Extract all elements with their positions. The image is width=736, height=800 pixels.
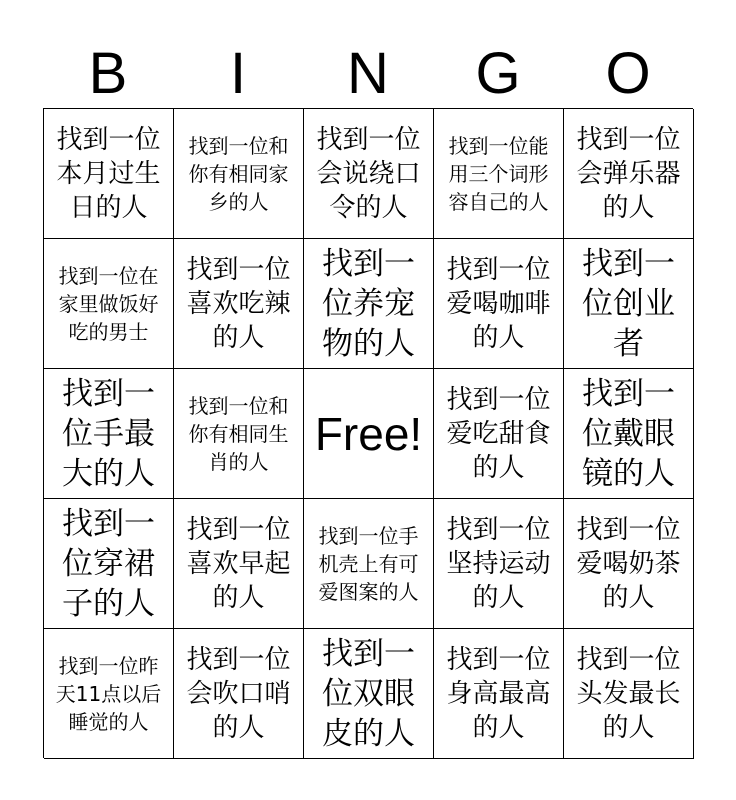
cell-text: 找到一位和你有相同生肖的人 xyxy=(188,393,289,474)
bingo-cell-r2-c2[interactable] xyxy=(174,239,304,369)
cell-text: 找到一位爱吃甜食的人 xyxy=(446,384,551,483)
bingo-cell-r2-c5[interactable] xyxy=(564,239,694,369)
cell-text: 找到一位坚持运动的人 xyxy=(446,514,551,613)
bingo-header xyxy=(43,40,693,108)
bingo-cell-r3-c2[interactable] xyxy=(174,369,304,499)
header-letter-b: B xyxy=(88,41,128,106)
bingo-cell-r5-c4[interactable] xyxy=(434,629,564,759)
bingo-cell-r1-c3[interactable] xyxy=(304,109,434,239)
cell-text: 找到一位爱喝奶茶的人 xyxy=(576,514,681,613)
bingo-cell-r3-c1[interactable] xyxy=(44,369,174,499)
bingo-cell-r5-c3[interactable] xyxy=(304,629,434,759)
cell-text: 找到一位会弹乐器的人 xyxy=(576,124,681,223)
bingo-cell-r4-c5[interactable] xyxy=(564,499,694,629)
cell-text: 找到一位爱喝咖啡的人 xyxy=(446,254,551,353)
cell-text: 找到一位会说绕口令的人 xyxy=(316,124,421,223)
cell-text: 找到一位穿裙子的人 xyxy=(62,505,155,622)
cell-text: 找到一位昨天11点以后睡觉的人 xyxy=(55,653,162,734)
cell-text: 找到一位手机壳上有可爱图案的人 xyxy=(318,523,419,604)
bingo-cell-r2-c3[interactable] xyxy=(304,239,434,369)
cell-text: 找到一位喜欢吃辣的人 xyxy=(186,254,291,353)
bingo-cell-r4-c2[interactable] xyxy=(174,499,304,629)
bingo-cell-r4-c1[interactable] xyxy=(44,499,174,629)
bingo-free-space[interactable] xyxy=(304,369,434,499)
bingo-board xyxy=(43,108,693,758)
bingo-cell-r5-c5[interactable] xyxy=(564,629,694,759)
cell-text: 找到一位身高最高的人 xyxy=(446,644,551,743)
cell-text: 找到一位手最大的人 xyxy=(62,375,155,492)
bingo-cell-r3-c4[interactable] xyxy=(434,369,564,499)
cell-text: 找到一位能用三个词形容自己的人 xyxy=(448,133,549,214)
header-letter-o: O xyxy=(605,41,651,106)
bingo-cell-r5-c2[interactable] xyxy=(174,629,304,759)
header-letter-n: N xyxy=(347,41,389,106)
cell-text: 找到一位创业者 xyxy=(582,245,675,362)
bingo-cell-r5-c1[interactable] xyxy=(44,629,174,759)
bingo-cell-r1-c5[interactable] xyxy=(564,109,694,239)
header-letter-g: G xyxy=(475,41,521,106)
cell-text: 找到一位双眼皮的人 xyxy=(322,635,415,752)
free-space-text: Free! xyxy=(314,407,423,460)
cell-text: 找到一位喜欢早起的人 xyxy=(186,514,291,613)
header-letter-i: I xyxy=(229,41,247,106)
cell-text: 找到一位养宠物的人 xyxy=(322,245,415,362)
cell-text: 找到一位头发最长的人 xyxy=(576,644,681,743)
cell-text: 找到一位戴眼镜的人 xyxy=(582,375,675,492)
bingo-cell-r1-c1[interactable] xyxy=(44,109,174,239)
cell-text: 找到一位和你有相同家乡的人 xyxy=(188,133,289,214)
bingo-cell-r1-c2[interactable] xyxy=(174,109,304,239)
cell-text: 找到一位在家里做饭好吃的男士 xyxy=(58,263,159,344)
cell-text: 找到一位本月过生日的人 xyxy=(56,124,161,223)
bingo-cell-r2-c1[interactable] xyxy=(44,239,174,369)
bingo-cell-r2-c4[interactable] xyxy=(434,239,564,369)
bingo-cell-r4-c3[interactable] xyxy=(304,499,434,629)
bingo-cell-r3-c5[interactable] xyxy=(564,369,694,499)
bingo-cell-r4-c4[interactable] xyxy=(434,499,564,629)
cell-text: 找到一位会吹口哨的人 xyxy=(186,644,291,743)
bingo-cell-r1-c4[interactable] xyxy=(434,109,564,239)
